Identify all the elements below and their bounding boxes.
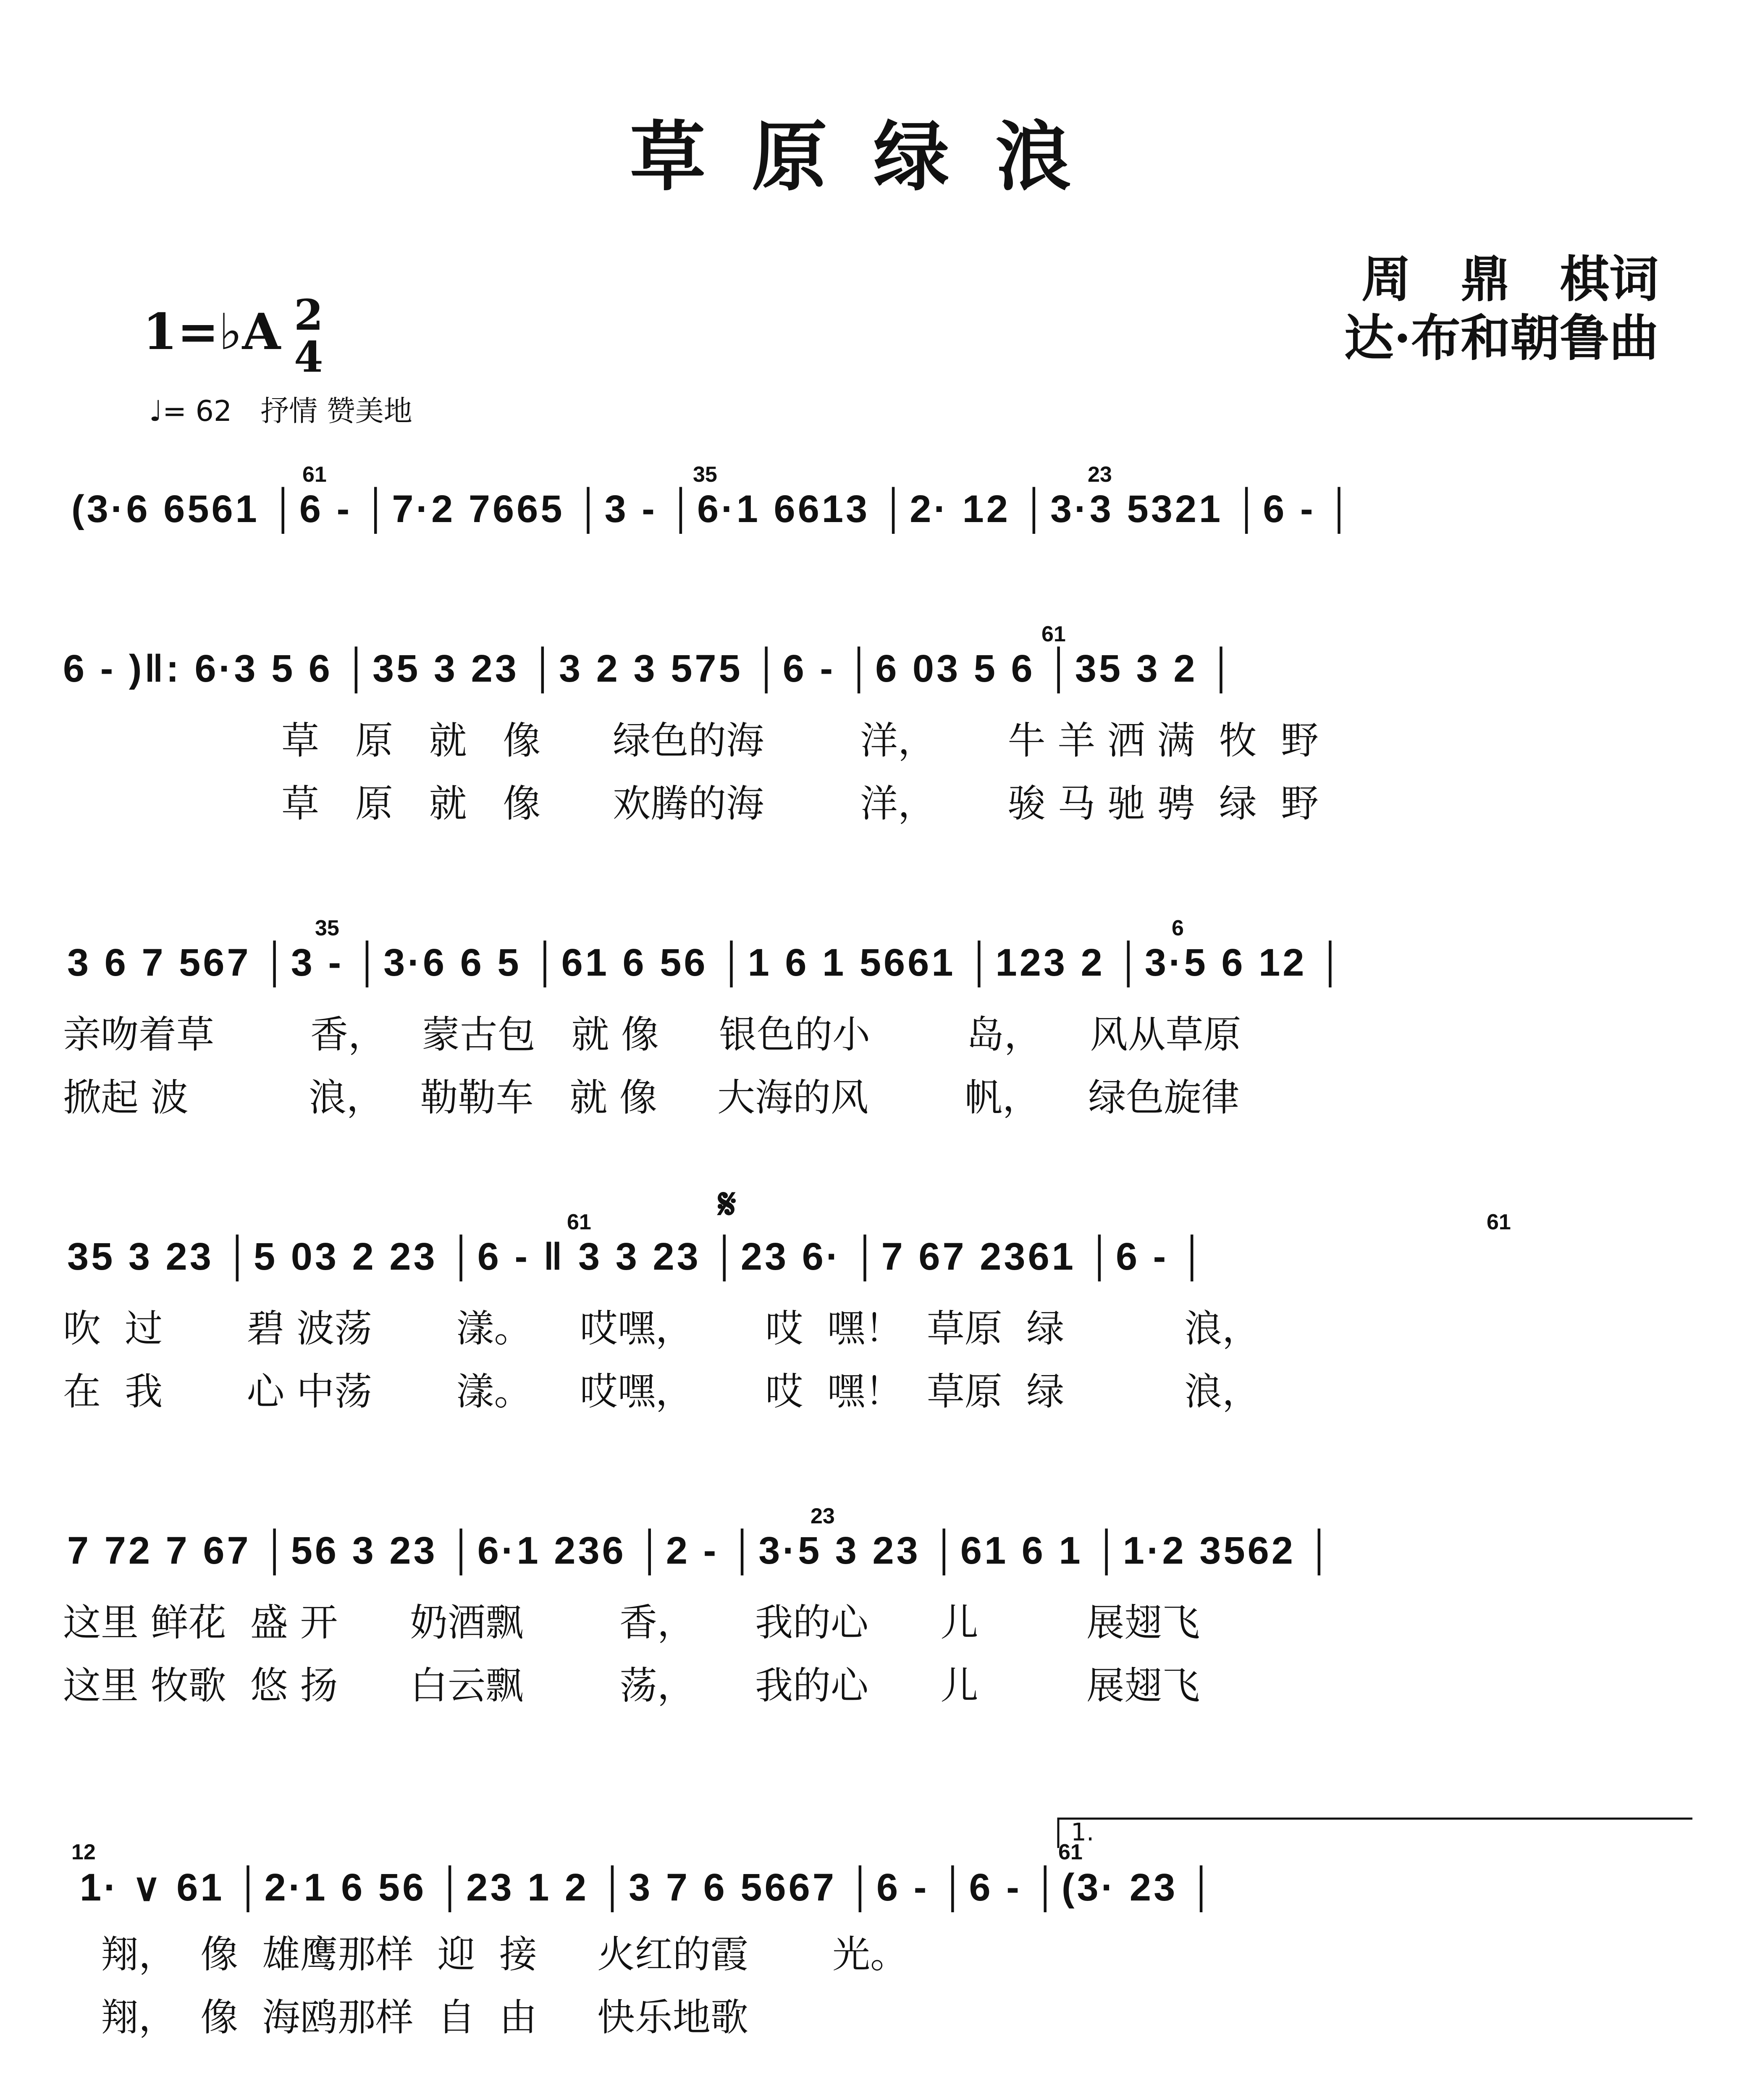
- lyric-verse-2: 掀起 波 浪， 勒勒车 就 像 大海的风 帆， 绿色旋律: [63, 1076, 1240, 1120]
- grace-note: 23: [811, 1504, 835, 1528]
- page-title: 草原绿浪: [630, 113, 1117, 201]
- system-4: [63, 1181, 1701, 1470]
- system-3: [63, 916, 1701, 1176]
- grace-note: 61: [302, 462, 327, 487]
- key-signature: 1=♭A: [143, 302, 281, 361]
- grace-note: 6: [1172, 916, 1184, 940]
- tempo-marking: ♩= 62 抒情 赞美地: [149, 395, 412, 428]
- notation-line: 6 - )‖: 6·3 5 6 │35 3 23 │3 2 3 575 │6 - │6 03 5 6 │35 3 2 │: [63, 647, 1238, 690]
- time-signature-bottom: 4: [294, 332, 323, 382]
- lyric-verse-1: 翔， 像 雄鹰那样 迎 接 火红的霞 光。: [101, 1932, 908, 1977]
- composer-credit: 达·布和朝鲁曲: [1344, 309, 1659, 367]
- lyric-verse-2: 在 我 心 中荡 漾。 哎嘿， 哎 嘿！ 草原 绿 浪，: [63, 1370, 1260, 1414]
- volta-label-1: 1.: [1071, 1818, 1094, 1846]
- grace-note: 35: [315, 916, 339, 940]
- time-signature: [294, 290, 323, 382]
- grace-note: 61: [567, 1210, 591, 1234]
- volta-bracket-1: [63, 1814, 1701, 1848]
- grace-note: 23: [1088, 462, 1112, 487]
- lyric-verse-2: 翔， 像 海鸥那样 自 由 快乐地歌: [101, 1995, 748, 2040]
- system-2: [63, 622, 1701, 882]
- grace-note: 61: [1487, 1210, 1511, 1234]
- notation-line: (3·6 6561 │6 - │7·2 7665 │3 - │6·1 6613 │2· 12 │3·3 5321 │6 - │: [71, 488, 1356, 530]
- lyric-verse-1: 吹 过 碧 波荡 漾。 哎嘿， 哎 嘿！ 草原 绿 浪，: [63, 1307, 1260, 1351]
- notation-line: 35 3 23 │5 03 2 23 │6 - ‖ 3 3 23 │23 6· │7 67 2361 │6 - │: [67, 1235, 1209, 1278]
- notation-line: 3 6 7 567 │3 - │3·6 6 5 │61 6 56 │1 6 1 5661 │123 2 │3·5 6 12 │: [67, 941, 1347, 984]
- grace-note: 61: [1041, 622, 1066, 646]
- segno-sign: 𝄋: [718, 1181, 739, 1228]
- notation-line: 1· ∨ 61 │2·1 6 56 │23 1 2 │3 7 6 5667 │6 - │6 - │(3· 23 │: [80, 1866, 1218, 1909]
- lyric-verse-2: 这里 牧歌 悠 扬 白云飘 荡， 我的心 儿 展翅飞: [63, 1664, 1200, 1708]
- lyric-verse-1: 亲吻着草 香， 蒙古包 就 像 银色的小 岛， 风从草原: [63, 1013, 1241, 1057]
- grace-note: 61: [1058, 1840, 1083, 1864]
- system-5: [63, 1504, 1701, 1764]
- time-signature-top: 2: [294, 290, 323, 340]
- lyricist-credit: 周 鼎 棋词: [1361, 250, 1659, 308]
- notation-line: 7 72 7 67 │56 3 23 │6·1 236 │2 - │3·5 3 23 │61 6 1 │1·2 3562 │: [67, 1529, 1336, 1572]
- lyric-verse-1: 草 原 就 像 绿色的海 洋， 牛 羊 洒 满 牧 野: [281, 719, 1319, 763]
- grace-note: 12: [71, 1840, 96, 1864]
- grace-note: 35: [693, 462, 717, 487]
- system-6: [63, 1814, 1701, 2066]
- lyric-verse-2: 草 原 就 像 欢腾的海 洋， 骏 马 驰 骋 绿 野: [281, 782, 1319, 826]
- lyric-verse-1: 这里 鲜花 盛 开 奶酒飘 香， 我的心 儿 展翅飞: [63, 1601, 1200, 1645]
